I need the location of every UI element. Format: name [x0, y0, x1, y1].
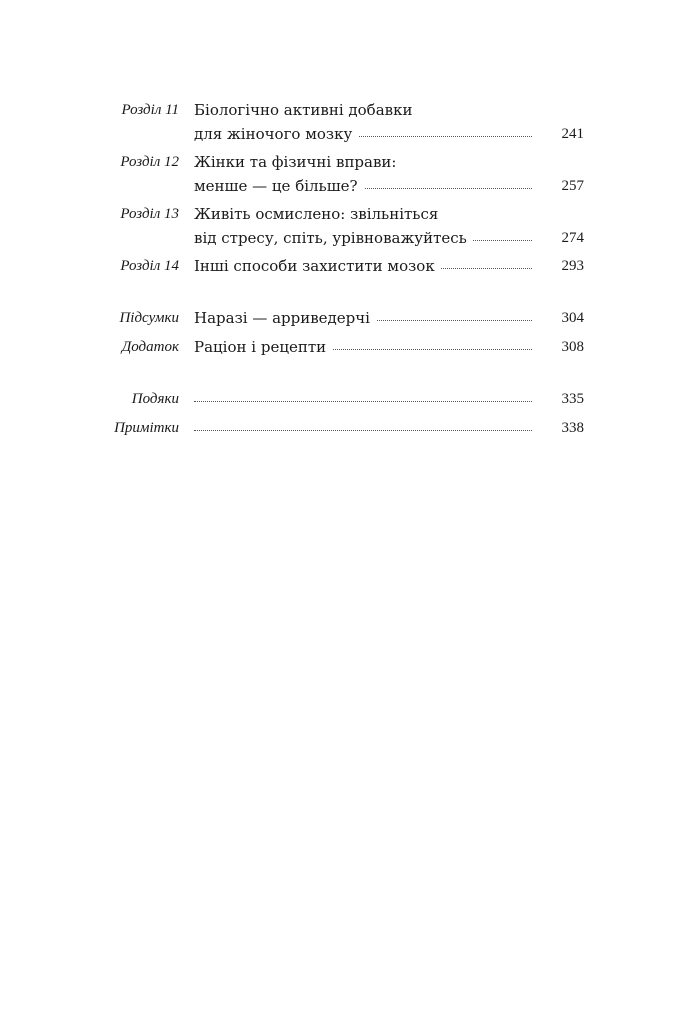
toc-entry-title-line: Біологічно активні добавки	[194, 101, 413, 119]
toc-entry-title-line: Раціон і рецепти	[194, 337, 332, 357]
dot-leader	[194, 430, 532, 431]
toc-entry-page-number: 335	[561, 391, 584, 407]
toc-entry-label: Додаток	[121, 339, 179, 355]
toc-entry-page-number: 338	[561, 420, 584, 436]
toc-entry-label: Розділ 13	[120, 206, 179, 222]
toc-entry-page-number: 274	[561, 230, 584, 246]
toc-entry-label: Розділ 12	[120, 154, 179, 170]
toc-entry-label: Розділ 14	[120, 258, 179, 274]
toc-entry-label: Примітки	[114, 420, 179, 436]
dot-leader	[194, 401, 532, 402]
toc-entry-title-line: Жінки та фізичні вправи:	[194, 153, 397, 171]
toc-entry-page-number: 241	[561, 126, 584, 142]
toc-entry-title-line: від стресу, спіть, урівноважуйтесь	[194, 228, 473, 248]
toc-entry-page-number: 257	[561, 178, 584, 194]
toc-entry-label: Розділ 11	[121, 102, 179, 118]
toc-entry-page-number: 304	[561, 310, 584, 326]
toc-entry-title-line: менше — це більше?	[194, 176, 364, 196]
toc-entry-label: Подяки	[131, 391, 179, 407]
toc-entry-page-number: 308	[561, 339, 584, 355]
toc-entry-title-line: для жіночого мозку	[194, 124, 358, 144]
toc-entry-page-number: 293	[561, 258, 584, 274]
toc-entry-title-line: Живіть осмислено: звільніться	[194, 205, 439, 223]
toc-entry-title-line: Інші способи захистити мозок	[194, 256, 441, 276]
toc-entry-title-line: Наразі — арриведерчі	[194, 308, 376, 328]
toc-entry-label: Підсумки	[119, 310, 179, 326]
